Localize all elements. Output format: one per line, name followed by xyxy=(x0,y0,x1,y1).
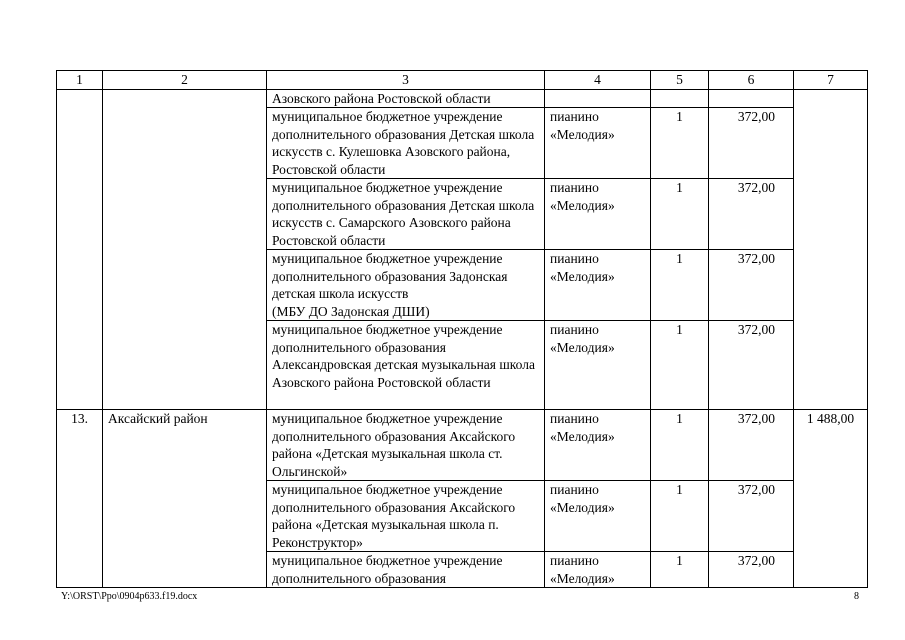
institution-cell: муниципальное бюджетное учреждение дополнительного образования Аксайского района «Детская музыкальная школа ст. Ольгинской» xyxy=(267,410,545,481)
row-number: 13. xyxy=(57,410,103,588)
header-cell: 6 xyxy=(709,71,794,90)
institution-cell: муниципальное бюджетное учреждение дополнительного образования Детская школа искусств с. Самарского Азовского района Ростовской области xyxy=(267,179,545,250)
instrument-cell: пианино «Мелодия» xyxy=(545,410,651,481)
table-row xyxy=(57,410,868,481)
instrument-cell: пианино «Мелодия» xyxy=(545,481,651,552)
footer-page-number: 8 xyxy=(854,591,859,602)
table-row xyxy=(57,89,868,108)
price-cell: 372,00 xyxy=(709,321,794,410)
quantity-cell: 1 xyxy=(651,179,709,250)
instrument-cell: пианино «Мелодия» xyxy=(545,108,651,179)
instrument-cell: пианино «Мелодия» xyxy=(545,179,651,250)
institution-cell: муниципальное бюджетное учреждение дополнительного образования Детская школа искусств с. Кулешовка Азовского района, Ростовской области xyxy=(267,108,545,179)
institution-cell: муниципальное бюджетное учреждение дополнительного образования Аксайского района «Детская музыкальная школа п. Реконструктор» xyxy=(267,481,545,552)
instrument-cell xyxy=(545,89,651,108)
instrument-cell: пианино «Мелодия» xyxy=(545,552,651,588)
price-cell xyxy=(709,89,794,108)
price-cell: 372,00 xyxy=(709,552,794,588)
header-cell: 2 xyxy=(103,71,267,90)
quantity-cell: 1 xyxy=(651,250,709,321)
price-cell: 372,00 xyxy=(709,481,794,552)
institution-cell: муниципальное бюджетное учреждение дополнительного образования xyxy=(267,552,545,588)
header-cell: 4 xyxy=(545,71,651,90)
institution-cell: Азовского района Ростовской области xyxy=(267,89,545,108)
price-cell: 372,00 xyxy=(709,410,794,481)
district-cell: Аксайский район xyxy=(103,410,267,588)
institution-cell: муниципальное бюджетное учреждение дополнительного образования Александровская детская музыкальная школа Азовского района Ростовской области xyxy=(267,321,545,410)
total-cell: 1 488,00 xyxy=(794,410,868,588)
price-cell: 372,00 xyxy=(709,108,794,179)
instrument-cell: пианино «Мелодия» xyxy=(545,321,651,410)
price-cell: 372,00 xyxy=(709,250,794,321)
header-cell: 3 xyxy=(267,71,545,90)
instrument-cell: пианино «Мелодия» xyxy=(545,250,651,321)
document-table xyxy=(56,70,868,588)
header-cell: 5 xyxy=(651,71,709,90)
quantity-cell: 1 xyxy=(651,410,709,481)
price-cell: 372,00 xyxy=(709,179,794,250)
row-number xyxy=(57,89,103,410)
header-cell: 7 xyxy=(794,71,868,90)
table-header-row xyxy=(57,71,868,90)
quantity-cell: 1 xyxy=(651,481,709,552)
institution-cell: муниципальное бюджетное учреждение дополнительного образования Задонская детская школа искусств (МБУ ДО Задонская ДШИ) xyxy=(267,250,545,321)
quantity-cell: 1 xyxy=(651,108,709,179)
quantity-cell: 1 xyxy=(651,552,709,588)
header-cell: 1 xyxy=(57,71,103,90)
district-cell xyxy=(103,89,267,410)
total-cell xyxy=(794,89,868,410)
quantity-cell: 1 xyxy=(651,321,709,410)
quantity-cell xyxy=(651,89,709,108)
footer-file-path: Y:\ORST\Ppo\0904p633.f19.docx xyxy=(61,591,198,602)
